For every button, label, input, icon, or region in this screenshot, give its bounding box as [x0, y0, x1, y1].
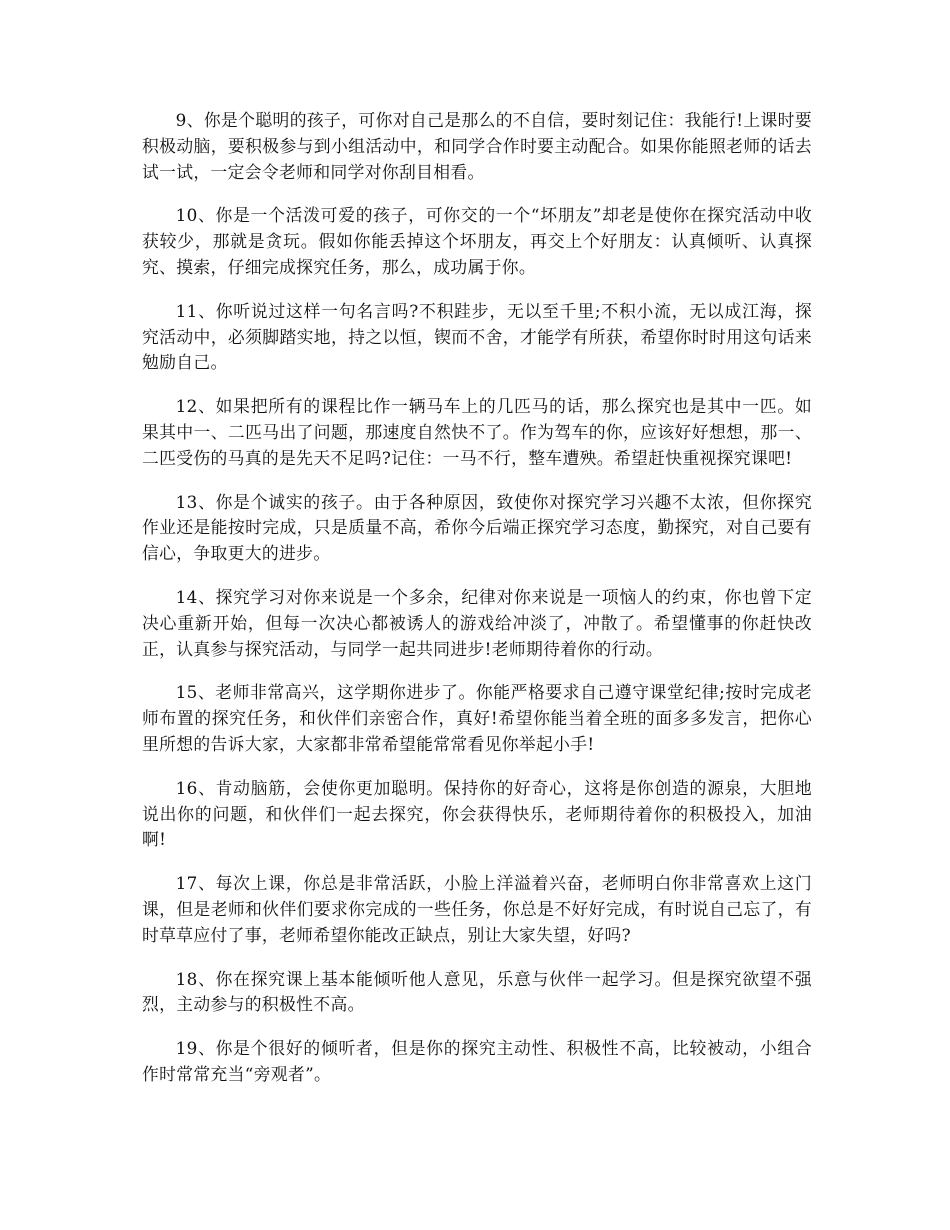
paragraph-9: 9、你是个聪明的孩子，可你对自己是那么的不自信，要时刻记住：我能行!上课时要积极动脑，要积极参与到小组活动中，和同学合作时要主动配合。如果你能照老师的话去试一试，一定会令老师和同学对你刮目相看。 — [142, 110, 812, 182]
paragraph-18: 18、你在探究课上基本能倾听他人意见，乐意与伙伴一起学习。但是探究欲望不强烈，主动参与的积极性不高。 — [142, 968, 812, 1015]
paragraph-19: 19、你是个很好的倾听者，但是你的探究主动性、积极性不高，比较被动，小组合作时常常充当“旁观者”。 — [142, 1038, 812, 1084]
paragraph-16: 16、肯动脑筋，会使你更加聪明。保持你的好奇心，这将是你创造的源泉，大胆地说出你的问题，和伙伴们一起去探究，你会获得快乐，老师期待着你的积极投入，加油啊! — [142, 777, 812, 850]
paragraph-15: 15、老师非常高兴，这学期你进步了。你能严格要求自己遵守课堂纪律;按时完成老师布置的探究任务，和伙伴们亲密合作，真好!希望你能当着全班的面多多发言，把你心里所想的告诉大家，大家都非常希望能常常看见你举起小手! — [142, 682, 812, 754]
paragraph-11: 11、你听说过这样一句名言吗?不积跬步，无以至千里;不积小流，无以成江海，探究活动中，必须脚踏实地，持之以恒，锲而不舍，才能学有所获，希望你时时用这句话来勉励自己。 — [142, 300, 812, 373]
paragraph-17: 17、每次上课，你总是非常活跃，小脸上洋溢着兴奋，老师明白你非常喜欢上这门课，但是老师和伙伴们要求你完成的一些任务，你总是不好好完成，有时说自己忘了，有时草草应付了事，老师希望你能改正缺点，别让大家失望，好吗? — [142, 873, 812, 945]
document-body — [142, 108, 812, 1106]
paragraph-10: 10、你是一个活泼可爱的孩子，可你交的一个“坏朋友”却老是使你在探究活动中收获较少，那就是贪玩。假如你能丢掉这个坏朋友，再交上个好朋友：认真倾听、认真探究、摸索，仔细完成探究任务，那么，成功属于你。 — [142, 205, 812, 277]
paragraph-12: 12、如果把所有的课程比作一辆马车上的几匹马的话，那么探究也是其中一匹。如果其中一、二匹马出了问题，那速度自然快不了。作为驾车的你，应该好好想想，那一、二匹受伤的马真的是先天不足吗?记住：一马不行，整车遭殃。希望赶快重视探究课吧! — [142, 396, 812, 468]
paragraph-13: 13、你是个诚实的孩子。由于各种原因，致使你对探究学习兴趣不太浓，但你探究作业还是能按时完成，只是质量不高，希你今后端正探究学习态度，勤探究，对自己要有信心，争取更大的进步。 — [142, 491, 812, 564]
paragraph-14: 14、探究学习对你来说是一个多余，纪律对你来说是一项恼人的约束，你也曾下定决心重新开始，但每一次决心都被诱人的游戏给冲淡了，冲散了。希望懂事的你赶快改正，认真参与探究活动，与同学一起共同进步!老师期待着你的行动。 — [142, 586, 812, 659]
